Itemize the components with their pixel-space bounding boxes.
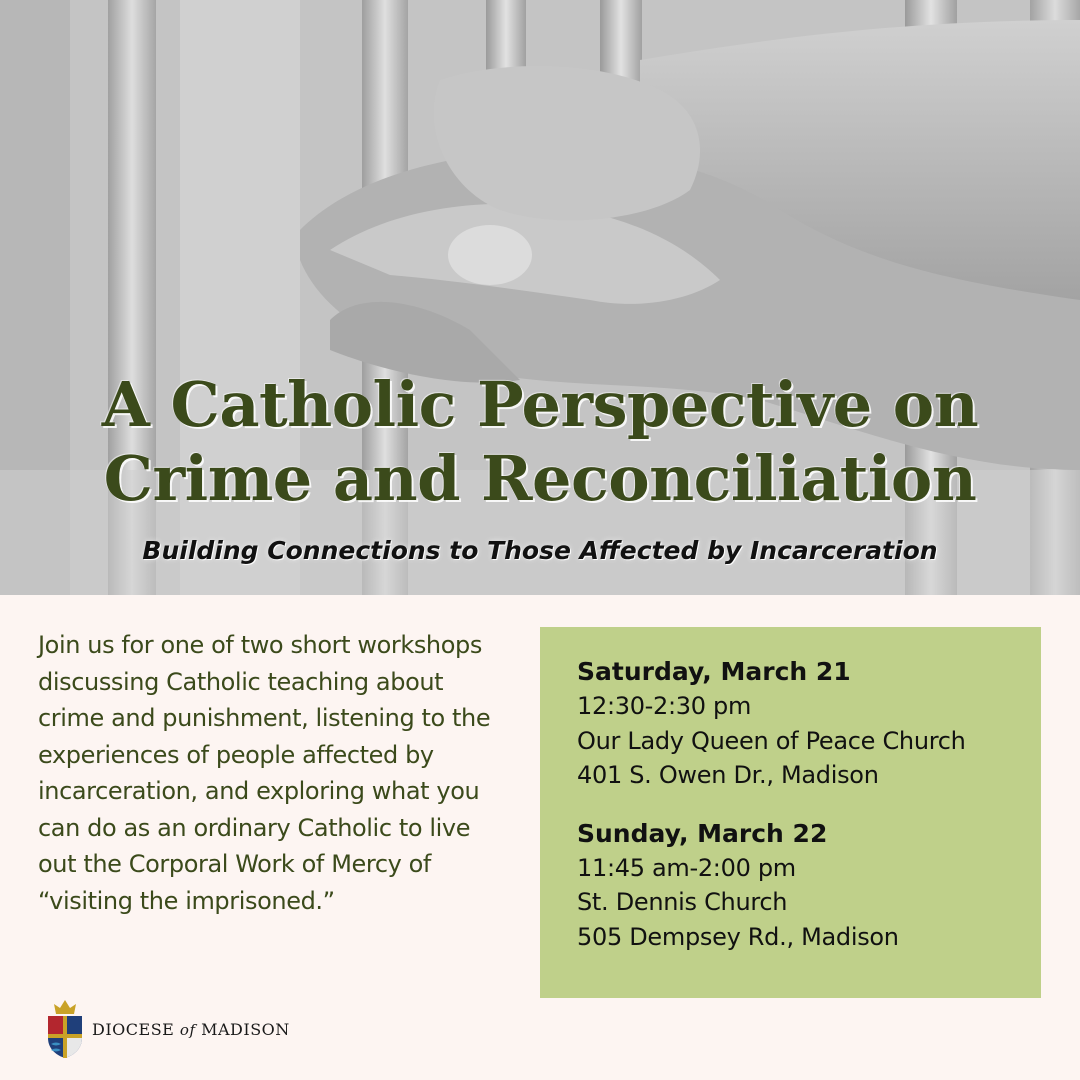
event-address: 505 Dempsey Rd., Madison <box>577 922 899 951</box>
event-address: 401 S. Owen Dr., Madison <box>577 761 879 789</box>
diocese-name-part1: DIOCESE <box>92 1019 175 1039</box>
event-day: Sunday, March 22 <box>577 818 828 848</box>
event-time: 11:45 am-2:00 pm <box>577 853 796 882</box>
event-place: St. Dennis Church <box>577 888 788 916</box>
diocese-crest-icon <box>42 998 88 1060</box>
events-box <box>540 627 1041 998</box>
event-place: Our Lady Queen of Peace Church <box>577 726 966 755</box>
diocese-logo <box>42 998 290 1060</box>
diocese-name-part3: MADISON <box>201 1019 290 1039</box>
event-time: 12:30-2:30 pm <box>577 692 752 720</box>
title-line-2: Crime and Reconciliation <box>103 442 977 515</box>
event-day: Saturday, March 21 <box>577 657 851 686</box>
title-line-1: A Catholic Perspective on <box>101 368 979 441</box>
intro-paragraph: Join us for one of two short workshops discussing Catholic teaching about crime and punishment, listening to the experiences of people affected by incarceration, and exploring what you can do as an ordinary Catholic to live out the Corporal Work of Mercy of “visiting the imprisoned.” <box>38 631 491 915</box>
event-saturday <box>577 655 1041 793</box>
event-title <box>0 368 1080 516</box>
diocese-name <box>92 1020 290 1039</box>
diocese-name-part2: of <box>179 1020 196 1039</box>
event-sunday <box>577 817 1041 955</box>
event-subtitle: Building Connections to Those Affected by Incarceration <box>142 536 938 565</box>
